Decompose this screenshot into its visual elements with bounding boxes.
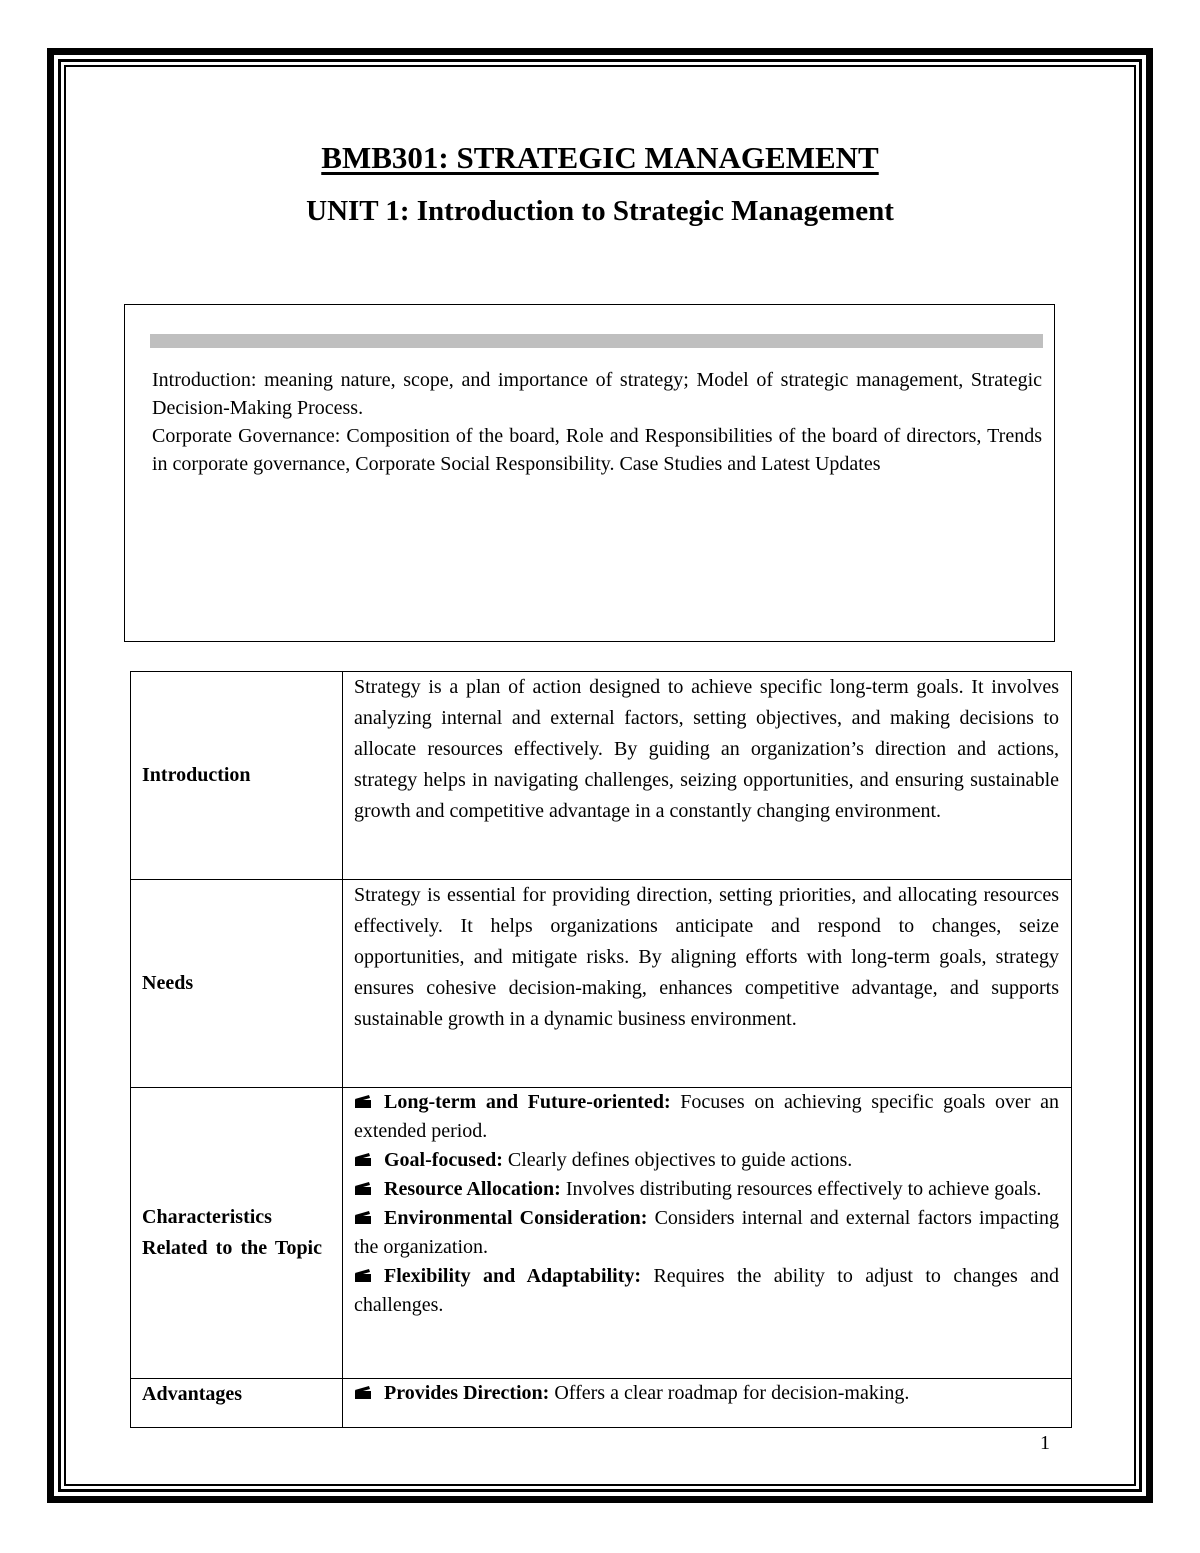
bullet-text: Involves distributing resources effectively to achieve goals.: [560, 1178, 1042, 1200]
clapperboard-icon: [354, 1152, 372, 1167]
bullet-term: Provides Direction:: [384, 1382, 550, 1404]
bullet-text: Considers internal and external factors impacting the organization.: [354, 1207, 1059, 1258]
bullet-text: Requires the ability to adjust to changes and challenges.: [354, 1265, 1060, 1316]
list-item: [354, 1088, 1059, 1146]
list-item: [354, 1379, 1059, 1408]
topic-table: [130, 671, 1072, 1428]
bullet-term: Goal-focused:: [384, 1149, 503, 1171]
bullet-term: Long-term and Future-oriented:: [384, 1091, 671, 1113]
row-bullets-characteristics: [343, 1088, 1072, 1379]
table-row: [131, 880, 1072, 1088]
clapperboard-icon: [354, 1094, 372, 1109]
table-row: [131, 672, 1072, 880]
row-bullets-advantages: [343, 1379, 1072, 1428]
list-item: [354, 1175, 1059, 1204]
row-label-advantages: Advantages: [131, 1379, 343, 1428]
contents-paragraph: Corporate Governance: Composition of the board, Role and Responsibilities of the board of directors, Trends in corporate governance, Corporate Social Responsibility. Case Studies and Latest Updates: [152, 425, 1042, 475]
row-text-needs: Strategy is essential for providing direction, setting priorities, and allocating resources effectively. It helps organizations anticipate and respond to changes, seize opportunities, and mitigate risks. By aligning efforts with long-term goals, strategy ensures cohesive decision-making, enhances competitive advantage, and supports sustainable growth in a dynamic business environment.: [343, 880, 1072, 1088]
bullet-text: Focuses on achieving specific goals over an extended period.: [354, 1091, 1059, 1142]
list-item: [354, 1146, 1059, 1175]
row-label-introduction: Introduction: [131, 672, 343, 880]
clapperboard-icon: [354, 1210, 372, 1225]
table-row: [131, 1088, 1072, 1379]
clapperboard-icon: [354, 1268, 372, 1283]
list-item: [354, 1262, 1059, 1320]
row-label-needs: Needs: [131, 880, 343, 1088]
bullet-term: Environmental Consideration:: [384, 1207, 648, 1229]
course-title-text: BMB301: STRATEGIC MANAGEMENT: [321, 140, 879, 175]
clapperboard-icon: [354, 1385, 372, 1400]
bullet-text: Offers a clear roadmap for decision-making.: [549, 1382, 910, 1404]
table-row: [131, 1379, 1072, 1428]
contents-header-bar: [150, 334, 1043, 348]
contents-paragraph: Introduction: meaning nature, scope, and importance of strategy; Model of strategic management, Strategic Decision-Making Process.: [152, 369, 1042, 419]
clapperboard-icon: [354, 1181, 372, 1196]
page-number: 1: [1040, 1432, 1050, 1454]
row-label-characteristics-text: Characteristics Related to the Topic: [142, 1206, 322, 1259]
row-text-introduction: Strategy is a plan of action designed to achieve specific long-term goals. It involves analyzing internal and external factors, setting objectives, and making decisions to allocate resources effectively. By guiding an organization’s direction and actions, strategy helps in navigating challenges, seizing opportunities, and ensuring sustainable growth and competitive advantage in a constantly changing environment.: [343, 672, 1072, 880]
bullet-term: Flexibility and Adaptability:: [384, 1265, 642, 1287]
bullet-term: Resource Allocation:: [384, 1178, 561, 1200]
unit-title: UNIT 1: Introduction to Strategic Management: [306, 195, 894, 227]
unit-contents-box: [124, 304, 1055, 642]
list-item: [354, 1204, 1059, 1262]
row-label-characteristics: [131, 1088, 343, 1379]
bullet-text: Clearly defines objectives to guide actions.: [502, 1149, 853, 1171]
unit-contents-text: [152, 366, 1042, 478]
course-title: [0, 140, 1200, 176]
